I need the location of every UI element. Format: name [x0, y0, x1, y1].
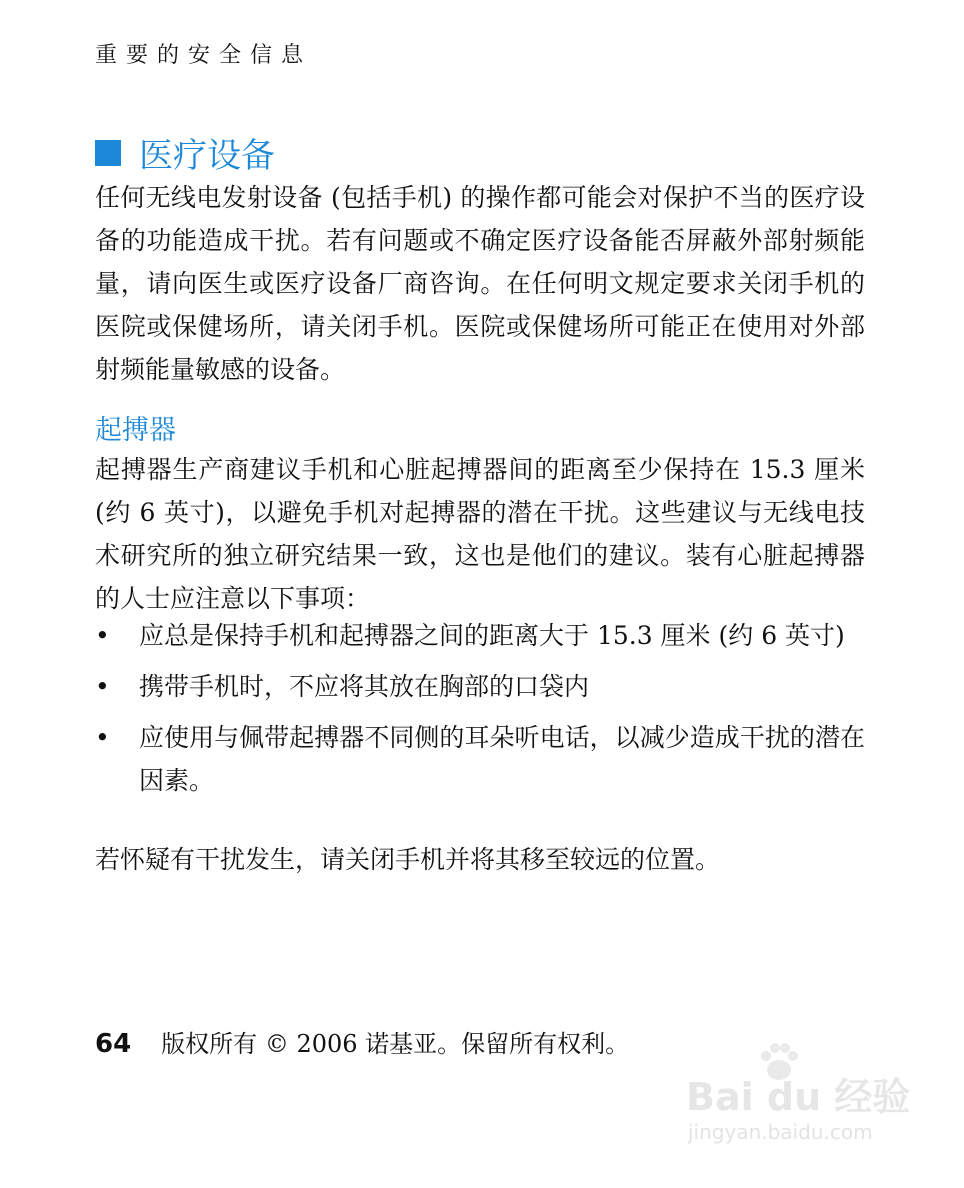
subsection-title: 起搏器 — [95, 415, 176, 446]
page-number: 64 — [95, 1029, 132, 1059]
list-item-text: 应总是保持手机和起搏器之间的距离大于 15.3 厘米 (约 6 英寸) — [139, 621, 845, 650]
watermark-url: jingyan.baidu.com — [688, 1120, 873, 1144]
baidu-watermark — [686, 1040, 926, 1150]
list-item — [95, 716, 865, 802]
list-item-text: 携带手机时，不应将其放在胸部的口袋内 — [139, 672, 590, 701]
page-header: 重要的安全信息 — [95, 43, 313, 68]
bullet-dot-icon: • — [95, 621, 110, 650]
list-item-text: 应使用与佩带起搏器不同侧的耳朵听电话，以减少造成干扰的潜在因素。 — [139, 723, 865, 795]
copyright-text: 版权所有 © 2006 诺基亚。保留所有权利。 — [161, 1030, 630, 1058]
intro-paragraph: 任何无线电发射设备 (包括手机) 的操作都可能会对保护不当的医疗设备的功能造成干扰。若有问题或不确定医疗设备能否屏蔽外部射频能量，请向医生或医疗设备厂商咨询。在任何明文规定要求关闭手机的医院或保健场所，请关闭手机。医院或保健场所可能正在使用对外部射频能量敏感的设备。 — [95, 183, 865, 384]
section-title: 医疗设备 — [139, 136, 275, 176]
bullet-dot-icon: • — [95, 723, 110, 752]
bullet-dot-icon: • — [95, 672, 110, 701]
section-heading — [95, 128, 275, 177]
precaution-list — [95, 614, 865, 810]
list-item — [95, 614, 865, 657]
closing-paragraph: 若怀疑有干扰发生，请关闭手机并将其移至较远的位置。 — [95, 845, 721, 874]
watermark-logo: Bai du 经验 — [686, 1075, 911, 1119]
square-bullet-icon — [95, 140, 121, 166]
list-item — [95, 665, 865, 708]
pacemaker-paragraph: 起搏器生产商建议手机和心脏起搏器间的距离至少保持在 15.3 厘米 (约 6 英寸)，以避免手机对起搏器的潜在干扰。这些建议与无线电技术研究所的独立研究结果一致，这也是他们的建议。装有心脏起搏器的人士应注意以下事项： — [95, 455, 865, 613]
page-footer — [95, 1024, 629, 1059]
